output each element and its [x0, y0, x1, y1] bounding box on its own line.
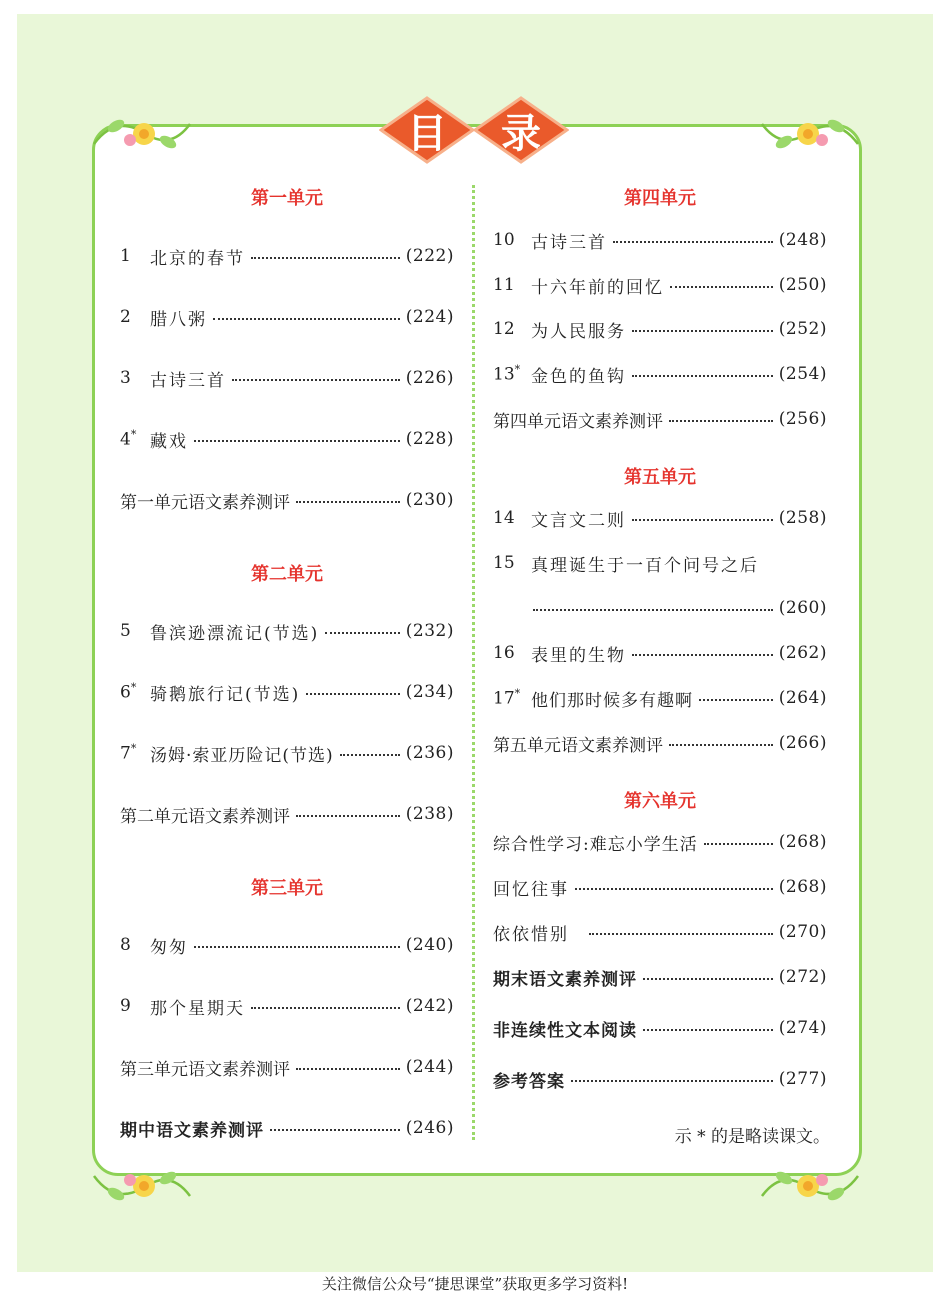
flower-decoration-icon [86, 104, 196, 168]
dot-leader [571, 1080, 773, 1082]
dot-leader [699, 699, 773, 701]
toc-entry[interactable] [120, 304, 454, 330]
dot-leader [575, 888, 773, 890]
entry-page: (234) [405, 682, 454, 702]
toc-entry[interactable] [120, 618, 454, 644]
footer-text: 关注微信公众号“捷思课堂”获取更多学习资料! [0, 1272, 950, 1296]
dot-leader [643, 978, 773, 980]
entry-label: 综合性学习:难忘小学生活 [493, 834, 698, 855]
toc-entry[interactable] [493, 1066, 827, 1092]
entry-label: 第四单元语文素养测评 [493, 411, 663, 432]
entry-label: 古诗三首 [150, 370, 226, 391]
entry-number: 5 [120, 621, 131, 641]
dot-leader [306, 693, 400, 695]
dot-leader [643, 1029, 773, 1031]
entry-number: 3 [120, 368, 131, 388]
entry-number: 1 [120, 246, 131, 266]
dot-leader [670, 286, 773, 288]
entry-label: 非连续性文本阅读 [493, 1020, 637, 1041]
entry-page: (240) [405, 935, 454, 955]
entry-page: (260) [778, 598, 827, 618]
entry-label: 骑鹅旅行记(节选) [150, 684, 301, 705]
toc-entry[interactable] [493, 1015, 827, 1041]
entry-page: (222) [405, 246, 454, 266]
entry-label: 汤姆·索亚历险记(节选) [150, 745, 334, 766]
dot-leader [632, 375, 773, 377]
toc-entry[interactable] [493, 406, 827, 432]
entry-label: 真理诞生于一百个问号之后 [531, 555, 759, 576]
entry-page: (244) [405, 1057, 454, 1077]
toc-entry[interactable] [493, 730, 827, 756]
entry-label: 第二单元语文素养测评 [120, 806, 290, 827]
page-title [379, 96, 569, 164]
toc-entry[interactable] [493, 316, 827, 342]
entry-page: (277) [778, 1069, 827, 1089]
entry-number: 14 [493, 508, 515, 528]
entry-page: (248) [778, 230, 827, 250]
entry-label: 表里的生物 [531, 645, 626, 666]
footnote: 示 * 的是略读课文。 [674, 1127, 830, 1147]
entry-page: (252) [778, 319, 827, 339]
toc-entry[interactable] [493, 227, 827, 253]
toc-entry[interactable] [120, 365, 454, 391]
entry-label: 期末语文素养测评 [493, 969, 637, 990]
entry-label: 第五单元语文素养测评 [493, 735, 663, 756]
toc-entry[interactable] [120, 243, 454, 269]
dot-leader [194, 946, 400, 948]
dot-leader [296, 815, 400, 817]
skim-reading-mark: * [514, 363, 521, 377]
entry-number: 9 [120, 996, 131, 1016]
toc-entry[interactable] [493, 685, 827, 711]
skim-reading-mark: * [514, 687, 521, 701]
unit-title: 第三单元 [251, 878, 323, 899]
entry-page: (254) [778, 364, 827, 384]
column-divider [472, 185, 475, 1140]
entry-label: 回忆往事 [493, 879, 569, 900]
entry-page: (268) [778, 877, 827, 897]
dot-leader [669, 420, 773, 422]
entry-number: 8 [120, 935, 131, 955]
entry-page: (270) [778, 922, 827, 942]
unit-title: 第六单元 [624, 791, 696, 812]
entry-page: (250) [778, 275, 827, 295]
flower-decoration-icon [756, 104, 866, 168]
entry-page: (230) [405, 490, 454, 510]
toc-entry[interactable] [120, 487, 454, 513]
entry-page: (274) [778, 1018, 827, 1038]
entry-page: (232) [405, 621, 454, 641]
entry-page: (226) [405, 368, 454, 388]
entry-label: 为人民服务 [531, 321, 626, 342]
toc-entry[interactable] [120, 932, 454, 958]
entry-number: 7 [120, 743, 131, 764]
entry-label: 藏戏 [150, 431, 188, 452]
toc-entry[interactable] [120, 679, 454, 705]
entry-page: (262) [778, 643, 827, 663]
toc-entry[interactable] [493, 272, 827, 298]
entry-label: 金色的鱼钩 [531, 366, 626, 387]
dot-leader [340, 754, 400, 756]
entry-page: (238) [405, 804, 454, 824]
unit-title: 第二单元 [251, 564, 323, 585]
entry-page: (256) [778, 409, 827, 429]
toc-entry[interactable] [120, 740, 454, 766]
entry-number: 13 [493, 364, 515, 385]
entry-label: 腊八粥 [150, 309, 207, 330]
unit-title: 第一单元 [251, 188, 323, 209]
dot-leader [296, 1068, 400, 1070]
toc-entry[interactable] [120, 801, 454, 827]
entry-page: (258) [778, 508, 827, 528]
toc-entry[interactable] [493, 361, 827, 387]
toc-entry[interactable] [493, 505, 827, 531]
entry-number: 6 [120, 682, 131, 703]
entry-number: 15 [493, 553, 515, 573]
dot-leader [589, 933, 773, 935]
flower-decoration-icon [756, 1152, 866, 1216]
dot-leader [613, 241, 773, 243]
dot-leader [270, 1129, 400, 1131]
dot-leader [194, 440, 400, 442]
entry-label: 第三单元语文素养测评 [120, 1059, 290, 1080]
entry-page: (224) [405, 307, 454, 327]
skim-reading-mark: * [130, 681, 137, 695]
toc-entry[interactable] [120, 1115, 454, 1141]
dot-leader [669, 744, 773, 746]
entry-page: (242) [405, 996, 454, 1016]
unit-title: 第五单元 [624, 467, 696, 488]
skim-reading-mark: * [130, 428, 137, 442]
entry-label: 古诗三首 [531, 232, 607, 253]
entry-number: 17 [493, 688, 515, 709]
entry-page: (246) [405, 1118, 454, 1138]
toc-entry-page-line[interactable] [493, 595, 827, 621]
entry-label: 十六年前的回忆 [531, 277, 664, 298]
toc-entry[interactable] [120, 993, 454, 1019]
dot-leader [251, 257, 400, 259]
dot-leader [296, 501, 400, 503]
title-char-2: 录 [501, 111, 541, 157]
dot-leader [232, 379, 400, 381]
dot-leader [325, 632, 400, 634]
entry-label: 依依惜别 [493, 924, 569, 945]
entry-number: 4 [120, 429, 131, 450]
toc-entry[interactable] [493, 964, 827, 990]
entry-number: 12 [493, 319, 515, 339]
toc-entry[interactable] [120, 426, 454, 452]
entry-number: 11 [493, 275, 515, 295]
entry-page: (266) [778, 733, 827, 753]
dot-leader [251, 1007, 400, 1009]
entry-label: 他们那时候多有趣啊 [531, 690, 693, 711]
dot-leader [632, 519, 773, 521]
flower-decoration-icon [86, 1152, 196, 1216]
entry-page: (236) [405, 743, 454, 763]
entry-label: 匆匆 [150, 937, 188, 958]
entry-label: 参考答案 [493, 1071, 565, 1092]
entry-label: 第一单元语文素养测评 [120, 492, 290, 513]
entry-page: (228) [405, 429, 454, 449]
toc-entry[interactable] [493, 874, 827, 900]
entry-page: (264) [778, 688, 827, 708]
entry-label: 那个星期天 [150, 998, 245, 1019]
dot-leader [213, 318, 400, 320]
entry-number: 10 [493, 230, 515, 250]
dot-leader [704, 843, 773, 845]
title-char-1: 目 [407, 111, 447, 157]
entry-number: 16 [493, 643, 515, 663]
dot-leader [533, 609, 773, 611]
dot-leader [632, 330, 773, 332]
entry-label: 北京的春节 [150, 248, 245, 269]
toc-entry[interactable] [120, 1054, 454, 1080]
entry-page: (272) [778, 967, 827, 987]
unit-title: 第四单元 [624, 188, 696, 209]
toc-entry-title-line[interactable] [493, 550, 827, 576]
toc-entry[interactable] [493, 829, 827, 855]
skim-reading-mark: * [130, 742, 137, 756]
entry-number: 2 [120, 307, 131, 327]
entry-page: (268) [778, 832, 827, 852]
dot-leader [632, 654, 773, 656]
entry-label: 文言文二则 [531, 510, 626, 531]
toc-entry[interactable] [493, 640, 827, 666]
toc-entry[interactable] [493, 919, 827, 945]
entry-label: 鲁滨逊漂流记(节选) [150, 623, 320, 644]
entry-label: 期中语文素养测评 [120, 1120, 264, 1141]
